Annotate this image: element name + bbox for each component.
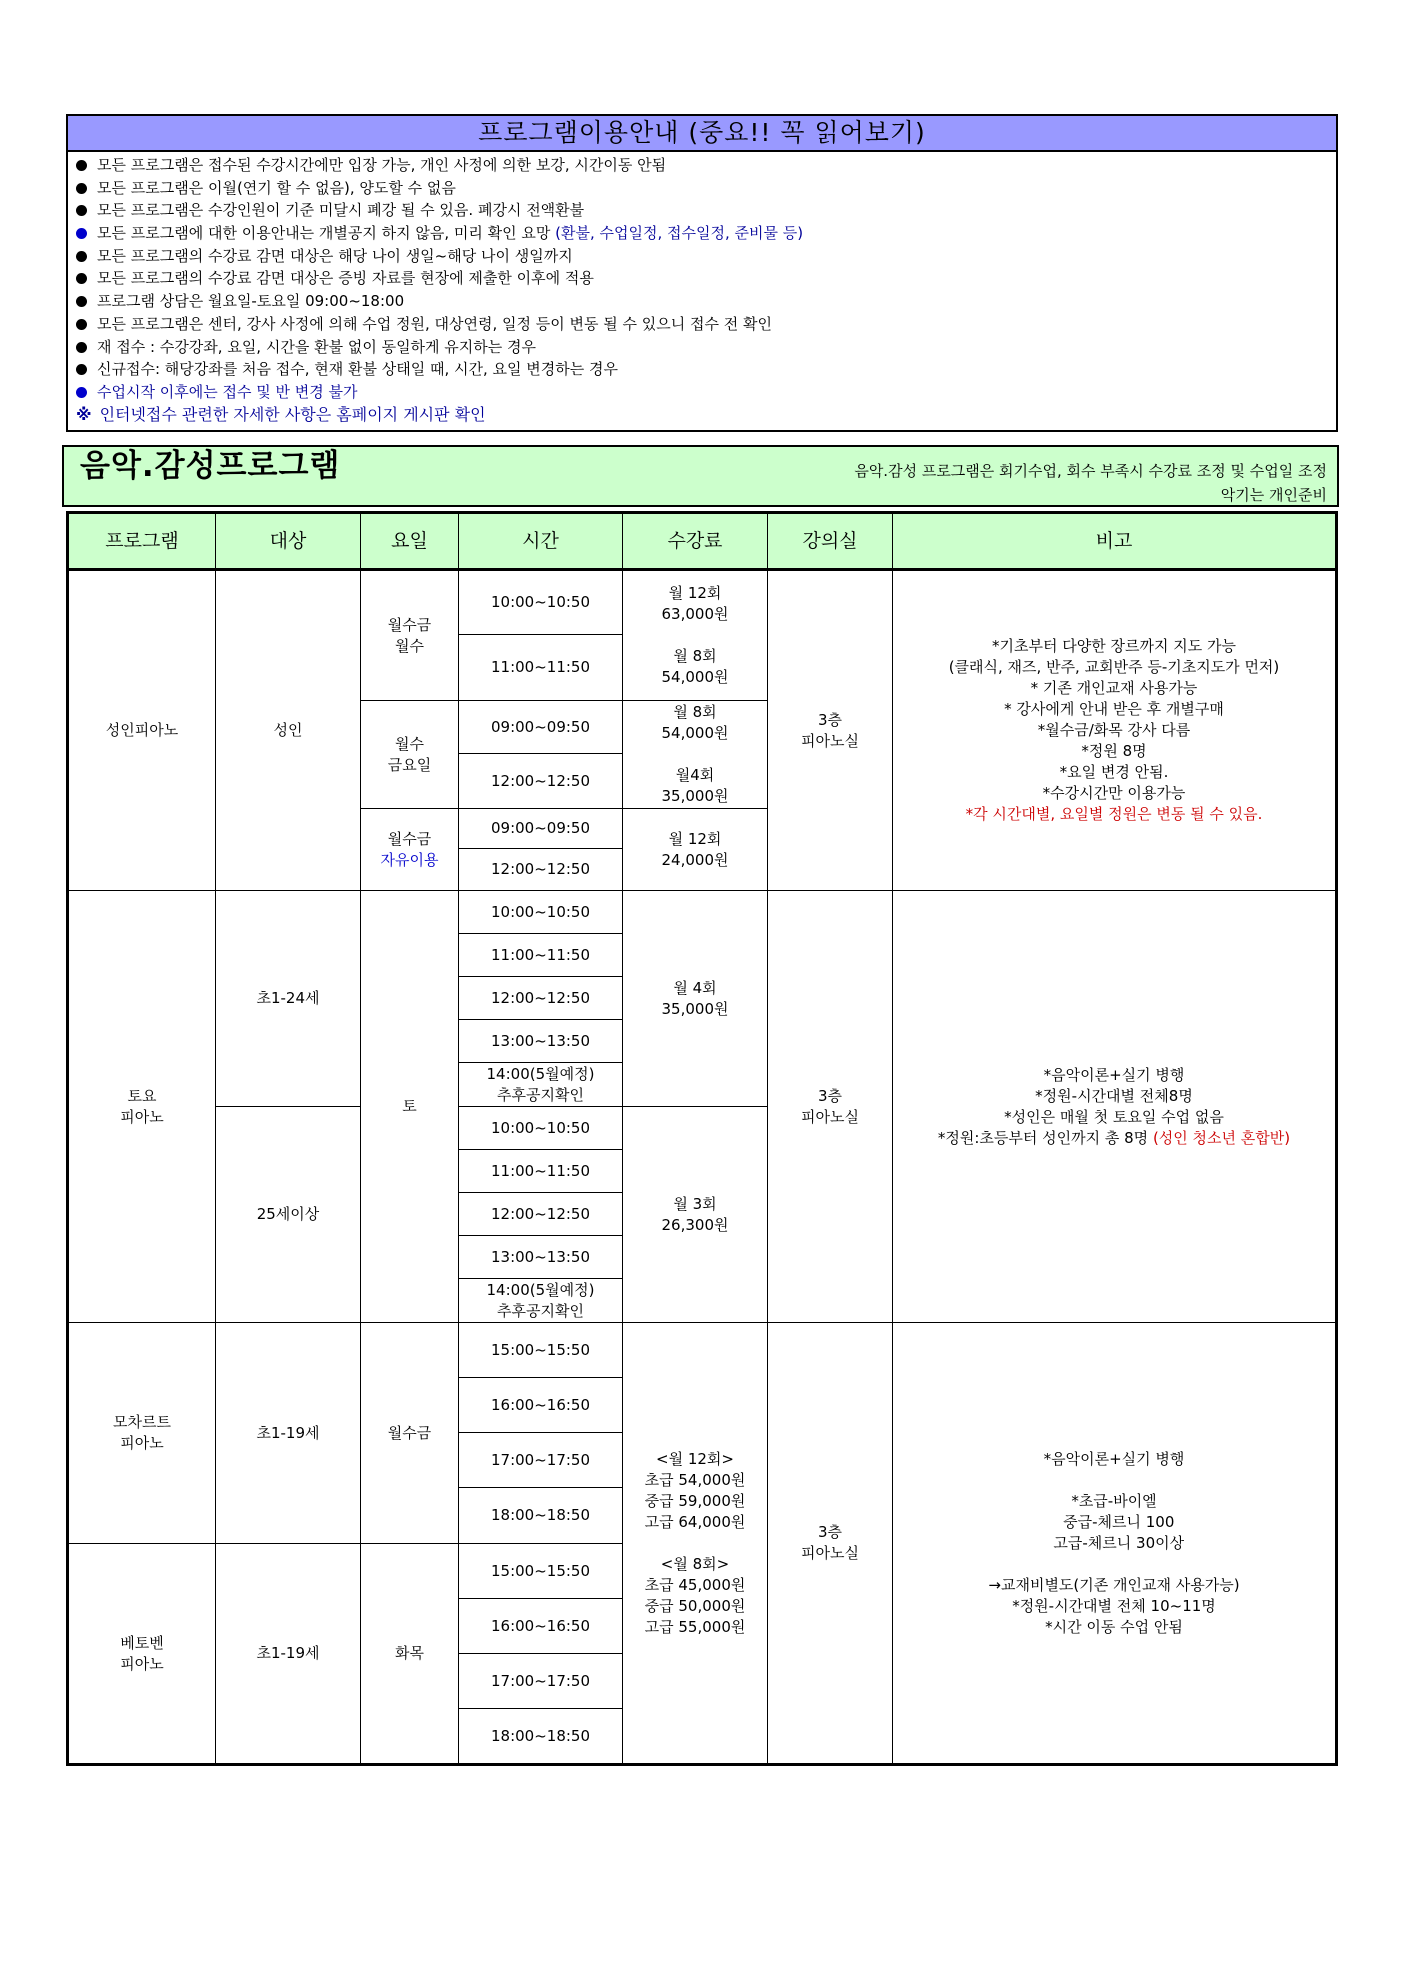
bullet-icon [76, 183, 87, 194]
fee-cell: 월 12회 24,000원 [623, 809, 768, 891]
note-cell: *음악이론+실기 병행 *정원-시간대별 전체8명 *성인은 매월 첫 토요일 수업 없음 *정원:초등부터 성인까지 총 8명 (성인 청소년 혼합반) [893, 891, 1337, 1323]
room-cell: 3층 피아노실 [768, 891, 893, 1323]
bullet-icon [76, 273, 87, 284]
notice-item: 모든 프로그램은 접수된 수강시간에만 입장 가능, 개인 사정에 의한 보강, 시간이동 안됨 [74, 154, 1336, 177]
time-cell: 12:00~12:50 [459, 849, 623, 891]
time-cell: 14:00(5월예정) 추후공지확인 [459, 1063, 623, 1107]
column-header: 시간 [459, 513, 623, 570]
bullet-icon [76, 228, 87, 239]
time-cell: 13:00~13:50 [459, 1020, 623, 1063]
target-cell: 초1-19세 [216, 1323, 361, 1544]
notice-item: 모든 프로그램에 대한 이용안내는 개별공지 하지 않음, 미리 확인 요망 (환불, 수업일정, 접수일정, 준비물 등) [74, 222, 1336, 245]
fee-cell: 월 8회 54,000원 월4회 35,000원 [623, 701, 768, 809]
day-cell: 월수금 자유이용 [361, 809, 459, 891]
time-cell: 13:00~13:50 [459, 1236, 623, 1279]
time-cell: 10:00~10:50 [459, 570, 623, 635]
column-header: 요일 [361, 513, 459, 570]
day-cell: 월수 금요일 [361, 701, 459, 809]
room-cell: 3층 피아노실 [768, 570, 893, 891]
time-cell: 10:00~10:50 [459, 891, 623, 934]
time-cell: 16:00~16:50 [459, 1378, 623, 1433]
column-header: 프로그램 [68, 513, 216, 570]
time-cell: 09:00~09:50 [459, 701, 623, 754]
notice-item: 모든 프로그램은 이월(연기 할 수 없음), 양도할 수 없음 [74, 177, 1336, 200]
time-cell: 16:00~16:50 [459, 1599, 623, 1654]
day-cell: 화목 [361, 1544, 459, 1765]
section-note: 음악.감성 프로그램은 회기수업, 회수 부족시 수강료 조정 및 수업일 조정 [854, 462, 1327, 480]
column-header: 수강료 [623, 513, 768, 570]
bullet-icon [76, 364, 87, 375]
fee-cell: 월 4회 35,000원 [623, 891, 768, 1107]
target-cell: 성인 [216, 570, 361, 891]
table-row [68, 891, 1337, 934]
notice-item: 모든 프로그램은 센터, 강사 사정에 의해 수업 정원, 대상연령, 일정 등이 변동 될 수 있으니 접수 전 확인 [74, 313, 1336, 336]
time-cell: 12:00~12:50 [459, 977, 623, 1020]
note-cell: *기초부터 다양한 장르까지 지도 가능 (클래식, 재즈, 반주, 교회반주 등-기초지도가 먼저) * 기존 개인교재 사용가능 * 강사에게 안내 받은 후 개별구매 *월수금/화목 강사 다름 *정원 8명 *요일 변경 안됨. *수강시간만 이용가능 *각 시간대별, 요일별 정원은 변동 될 수 있음. [893, 570, 1337, 891]
bullet-icon [76, 296, 87, 307]
time-cell: 14:00(5월예정) 추후공지확인 [459, 1279, 623, 1323]
time-cell: 18:00~18:50 [459, 1709, 623, 1765]
section-title: 음악.감성프로그램 [80, 448, 341, 484]
notice-item: 재 접수 : 수강강좌, 요일, 시간을 환불 없이 동일하게 유지하는 경우 [74, 336, 1336, 359]
time-cell: 15:00~15:50 [459, 1544, 623, 1599]
target-cell: 25세이상 [216, 1107, 361, 1323]
fee-cell: 월 3회 26,300원 [623, 1107, 768, 1323]
target-cell: 초1-24세 [216, 891, 361, 1107]
notice-list [68, 154, 1336, 426]
notice-item: 수업시작 이후에는 접수 및 반 변경 불가 [74, 381, 1336, 404]
column-header: 대상 [216, 513, 361, 570]
column-header: 비고 [893, 513, 1337, 570]
bullet-icon [76, 342, 87, 353]
time-cell: 12:00~12:50 [459, 754, 623, 809]
program-cell: 성인피아노 [68, 570, 216, 891]
fee-cell: 월 12회 63,000원 월 8회 54,000원 [623, 570, 768, 701]
time-cell: 17:00~17:50 [459, 1433, 623, 1488]
notice-item-reference: ※ 인터넷접수 관련한 자세한 사항은 홈페이지 게시판 확인 [76, 404, 486, 424]
schedule-table [66, 511, 1338, 1766]
time-cell: 11:00~11:50 [459, 934, 623, 977]
time-cell: 10:00~10:50 [459, 1107, 623, 1150]
table-row [68, 1323, 1337, 1378]
day-cell: 월수금 [361, 1323, 459, 1544]
day-cell: 월수금 월수 [361, 570, 459, 701]
table-row [68, 570, 1337, 635]
time-cell: 11:00~11:50 [459, 635, 623, 701]
time-cell: 15:00~15:50 [459, 1323, 623, 1378]
time-cell: 12:00~12:50 [459, 1193, 623, 1236]
program-cell: 베토벤 피아노 [68, 1544, 216, 1765]
time-cell: 09:00~09:50 [459, 809, 623, 849]
notice-item: 모든 프로그램의 수강료 감면 대상은 해당 나이 생일~해당 나이 생일까지 [74, 245, 1336, 268]
notice-box [66, 114, 1338, 432]
notice-item: 모든 프로그램의 수강료 감면 대상은 증빙 자료를 현장에 제출한 이후에 적용 [74, 267, 1336, 290]
column-header: 강의실 [768, 513, 893, 570]
room-cell: 3층 피아노실 [768, 1323, 893, 1765]
bullet-icon [76, 387, 87, 398]
fee-cell: <월 12회> 초급 54,000원 중급 59,000원 고급 64,000원 <월 8회> 초급 45,000원 중급 50,000원 고급 55,000원 [623, 1323, 768, 1765]
bullet-icon [76, 319, 87, 330]
time-cell: 18:00~18:50 [459, 1488, 623, 1544]
bullet-icon [76, 160, 87, 171]
note-cell: *음악이론+실기 병행 *초급-바이엘 중급-체르니 100 고급-체르니 30이상 →교재비별도(기존 개인교재 사용가능) *정원-시간대별 전체 10~11명 *시간 이동 수업 안됨 [893, 1323, 1337, 1765]
time-cell: 17:00~17:50 [459, 1654, 623, 1709]
notice-item: 신규접수: 해당강좌를 처음 접수, 현재 환불 상태일 때, 시간, 요일 변경하는 경우 [74, 358, 1336, 381]
bullet-icon [76, 205, 87, 216]
day-cell: 토 [361, 891, 459, 1323]
notice-title: 프로그램이용안내 (중요!! 꼭 읽어보기) [68, 116, 1336, 152]
notice-item: 모든 프로그램은 수강인원이 기준 미달시 폐강 될 수 있음. 폐강시 전액환불 [74, 199, 1336, 222]
time-cell: 11:00~11:50 [459, 1150, 623, 1193]
section-note: 악기는 개인준비 [1220, 486, 1327, 504]
program-cell: 모차르트 피아노 [68, 1323, 216, 1544]
bullet-icon [76, 251, 87, 262]
program-cell: 토요 피아노 [68, 891, 216, 1323]
target-cell: 초1-19세 [216, 1544, 361, 1765]
notice-item: 프로그램 상담은 월요일-토요일 09:00~18:00 [74, 290, 1336, 313]
table-header-row [68, 513, 1337, 570]
reference-mark-icon: ※ [76, 404, 92, 424]
